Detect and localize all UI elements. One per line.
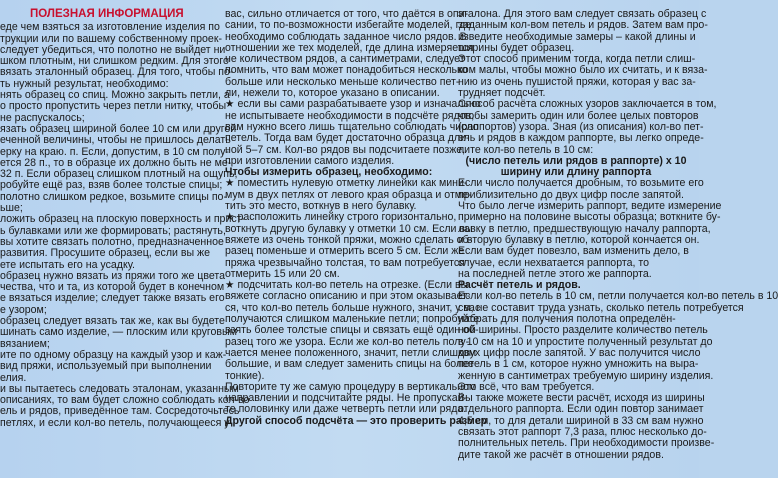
text-line: еченной величины, чтобы не пришлось делать [0,134,231,147]
text-line: 32 п. Если образец слишком плотный на ощупь, [0,168,238,181]
text-line: тить это место, воткнув в него булавку. [225,200,417,213]
text-line: больше или несколько меньше количество пет- [225,75,460,88]
text-line: трудняет подсчёт. [458,87,546,100]
text-line: на последней петле этого же раппорта. [458,267,652,280]
text-line: не испытываете необходимости в подсчёте рядов, [225,109,475,122]
text-line: ★ если вы сами разрабатываете узор и изначально [225,98,481,111]
text-line: и вы пытаетесь следовать эталонам, указанным [0,382,239,395]
text-line: елия. [0,371,27,384]
text-line: воткнуть другую булавку у отметки 10 см. Если вы [225,222,473,235]
text-line: отдельного раппорта. Если один повтор занимает [458,403,704,416]
column-middle [225,8,488,478]
text-line: необходимо соблюдать заданное число рядов. В [225,30,467,43]
text-line: шком плотным, ни слишком редким. Для этого [0,55,229,68]
text-line: вам нужно всего лишь тщательно соблюдать число [225,120,479,133]
text-line: вас, сильно отличается от того, что даётся в опи- [225,8,469,20]
text-line: ★ поместить нулевую отметку линейки как мини- [225,177,468,190]
text-line: приблизительно до двух цифр после запятой. [458,188,684,201]
text-line: набрать для получения полотна определён- [458,313,676,326]
column-right [458,8,778,478]
text-line: отмерить 15 или 20 см. [225,267,340,280]
text-line: Это всё, что вам требуется. [458,380,595,393]
formula-denominator: ширину или длину раппорта [500,166,652,179]
text-line: ной ширины. Просто разделите количество петель [458,324,708,337]
text-line: не количеством рядов, а сантиметрами, следует [225,53,465,66]
text-line: образец следует вязать так же, как вы будете [0,315,225,328]
text-line: е узором; [0,303,47,316]
text-line: Если вам будет повезло, вам изменить дело, в [458,245,689,258]
text-line: Способ расчёта сложных узоров заключается в том, [458,98,717,111]
text-line: разец поменьше и отмерить всего 5 см. Если же [225,245,465,258]
formula-numerator: (число петель или рядов в раппорте) х 10 [465,154,687,167]
text-line: петлях, и если кол-во петель, получающееся у [0,416,230,429]
text-line: случае, если нехватается раппорта, то [458,256,649,269]
text-line: (раппортов) узора. Зная (из описания) кол-во пет- [458,120,704,133]
text-line: ель и рядов, приведённое там. Сосредоточьтесь [0,405,240,418]
text-line: ть нужный результат, необходимо: [0,77,169,90]
text-line: полнительных петель. При необходимости произве- [458,437,715,450]
text-line: лавку в петлю, предшествующую началу раппорта, [458,222,711,235]
text-line: о просто пропустить через петли нитку, чтобы [0,100,227,113]
text-line: ной 5–7 см. Кол-во рядов вы подсчитаете позже, [225,143,466,156]
text-line: чается менее положенного, значит, петли слишком [225,346,476,359]
text-line: Повторите ту же самую процедуру в вертикальном [225,380,477,393]
text-line: ь булавками или же формировать; растянуть, [0,224,226,237]
text-line: ете испытать его на усадку. [0,258,135,271]
text-line: не распускалось; [0,111,85,124]
text-line: шинать само изделие, — плоским или круговым [0,326,237,339]
text-line: изведите необходимые замеры – какой длины и [458,30,696,43]
text-line: Что было легче измерить раппорт, ведите измерение [458,200,722,213]
section-title: ПОЛЕЗНАЯ ИНФОРМАЦИЯ [30,8,184,20]
text-line: сании, то по-возможности избегайте моделей, где [225,19,472,32]
text-line: нять образец со спиц. Можно закрыть петли, а [0,89,230,102]
text-line: полотно слишком редкое, возьмите спицы по- [0,190,227,203]
text-line: вяжете согласно описанию и при этом оказывает- [225,290,471,303]
text-line: Вы также можете вести расчёт, исходя из ширины [458,392,705,405]
text-line: Если кол-во петель в 10 см, петли получается кол-во петель в 10 [458,290,778,303]
text-line: Другой способ подсчёта — это проверить размер [225,414,488,427]
text-line: 4,5 см, то для детали шириной в 33 см вам нужно [458,414,704,427]
text-line: большие, и вам следует заменить спицы на более [225,358,474,371]
text-line: нию из очень пушистой пряжи, которая у вас за- [458,75,696,88]
text-line: ьше; [0,202,23,215]
text-line: и вторую булавку в петлю, которой кончается он. [458,233,700,246]
text-line: язать образец шириной более 10 см или другой [0,122,237,135]
text-line: эталона. Для этого вам следует связать образец с [458,8,707,20]
text-line: ель и рядов в каждом раппорте, вы легко опреде- [458,132,704,145]
text-line: ли, нежели то, которое указано в описании. [225,87,440,100]
text-line: ширины будет образец. [458,41,575,54]
text-line: образец нужно вязать из пряжи того же цвета [0,269,226,282]
text-line: связать этот раппорт 7,3 раза, плюс несколько до- [458,425,707,438]
text-line: при изготовлении самого изделия. [225,154,395,167]
text-line: Этот способ применим тогда, когда петли слиш- [458,53,696,66]
text-line: чества, что и та, из которой будет в конечном [0,281,225,294]
text-line: петель в 1 см, которое нужно умножить на выра- [458,358,699,371]
text-line: взять более толстые спицы и связать ещё один об- [225,324,479,337]
text-line: примерно на половине высоты образца; воткните бу- [458,211,721,224]
text-line: дите такой же расчёт в отношении рядов. [458,448,664,461]
text-line: петель. Тогда вам будет достаточно образца дли- [225,132,470,145]
text-line: ★ подсчитать кол-во петель на отрезке. (Если вы [225,279,469,292]
text-line: тонкие). [225,369,265,382]
text-line: развития. Просушите образец, если вы же [0,247,211,260]
text-line: робуйте ещё раз, взяв более толстые спицы; [0,179,223,192]
text-line: ком малы, чтобы можно было их считать, и к вяза- [458,64,708,77]
text-line: ★ расположить линейку строго горизонтально, [225,211,457,224]
text-line: разец того же узора. Если же кол-во петель полу- [225,335,470,348]
text-line: см, не составит труда узнать, сколько петель потребуется [458,301,744,314]
text-line: ся, что кол-во петель больше нужного, значит, у вас [225,301,481,314]
text-line: направлении и подсчитайте ряды. Не пропускай- [225,392,468,405]
text-line: вязанием; [0,337,50,350]
text-line: вид пряжи, используемый при выполнении [0,360,212,373]
text-line: чтобы замерить один или более целых повторов [458,109,699,122]
text-line: получаются слишком маленькие петли; попробуйте [225,313,480,326]
text-line: ерку на краю. п. Если, допустим, в 10 см полу- [0,145,230,158]
text-line: еде чем взяться за изготовление изделия по [0,21,220,34]
text-line: Если число получается дробным, то возьмите его [458,177,704,190]
text-line: ложить образец на плоскую поверхность и прист- [0,213,246,226]
text-line: лите кол-во петель в 10 см: [458,143,594,156]
text-line: заданным кол-вом петель и рядов. Затем вам про- [458,19,708,32]
text-line: пряжа чрезвычайно толстая, то вам потребуется [225,256,465,269]
subheading: Чтобы измерить образец, необходимо: [225,166,433,179]
text-line: вы хотите связать полотно, предназначенное [0,235,224,248]
text-line: описаниях, то вам будет сложно соблюдать кол-во [0,394,250,407]
text-line: отношении же тех моделей, где длина измеряется [225,41,474,54]
text-line: ется 28 п., то в образце их должно быть не ме- [0,156,232,169]
text-line: те половинку или даже четверть петли или ряда. [225,403,467,416]
text-line: двух цифр после запятой. У вас получится число [458,346,701,359]
text-line: вязать эталонный образец. Для того, чтобы по- [0,66,234,79]
text-line: следует убедиться, что полотно не выйдет ни [0,43,226,56]
text-line: в 10 см на 10 и упростите полученный результат до [458,335,713,348]
text-line: ите по одному образцу на каждый узор и каж- [0,348,227,361]
text-line: вяжете из очень тонкой пряжи, можно сделать об- [225,233,473,246]
text-line: трукции или по вашему собственному проек- [0,32,222,45]
text-line: женную в сантиметрах требуемую ширину изделия. [458,369,714,382]
text-line: мум в двух петлях от левого края образца и отме- [225,188,472,201]
subheading: Расчёт петель и рядов. [458,279,581,292]
text-line: помнить, что вам может понадобиться несколько [225,64,468,77]
text-line: е вязаться изделие; следует также вязать его [0,292,225,305]
